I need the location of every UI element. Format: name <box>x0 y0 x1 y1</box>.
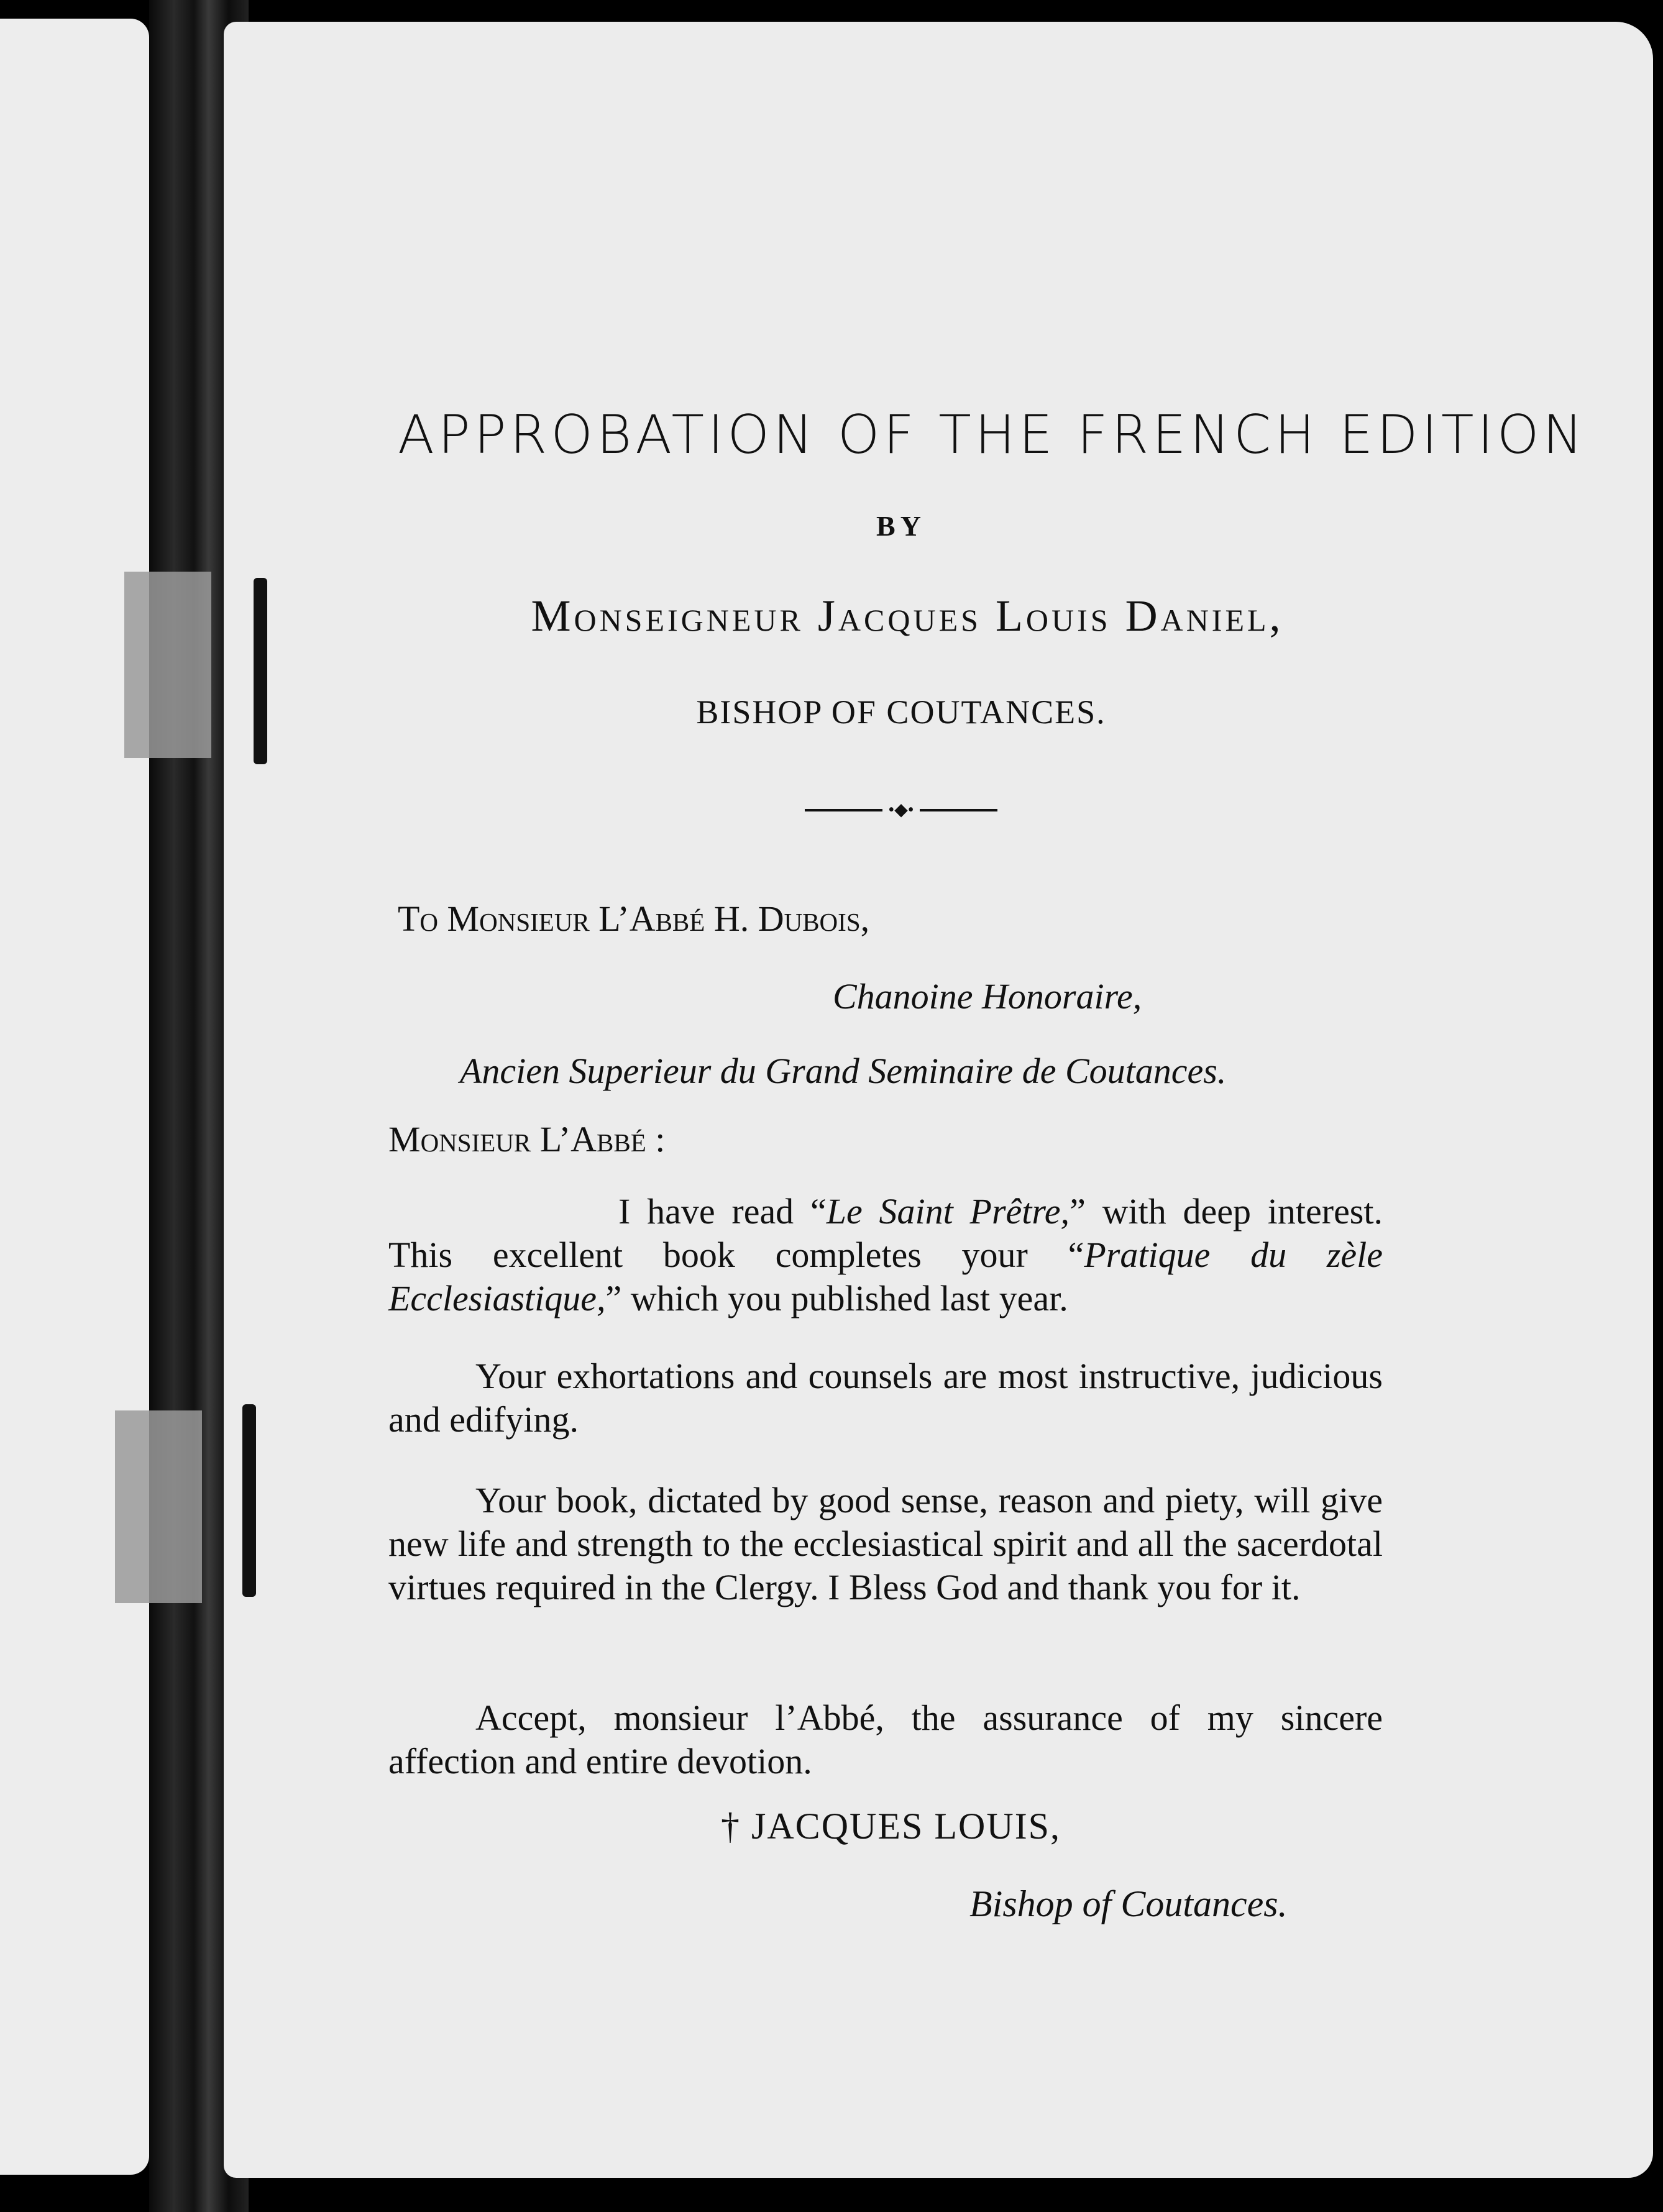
signature-title: Bishop of Coutances. <box>969 1883 1288 1924</box>
paragraph-3: Your book, dictated by good sense, reason and piety, will give new life and strength to the ecclesiastical spirit and all the sacerdotal virtues required in the Clergy. I Bless God and thank you for it. <box>388 1480 1383 1607</box>
author-name: Monseigneur Jacques Louis Daniel, <box>531 591 1284 641</box>
p1-book-title: Le Saint Prêtre, <box>826 1191 1070 1232</box>
recipient-role: Chanoine Honoraire, <box>833 976 1142 1017</box>
salutation: Monsieur L’Abbé : <box>388 1119 666 1159</box>
by-label: BY <box>876 510 926 542</box>
paragraph-4: Accept, monsieur l’Abbé, the assurance of my sincere affection and entire devotion. <box>388 1698 1383 1781</box>
binding-bar-bottom <box>242 1404 256 1597</box>
recipient-line: To Monsieur L’Abbé H. Dubois, <box>398 898 870 939</box>
signature-name: † JACQUES LOUIS, <box>721 1806 1061 1847</box>
author-title: BISHOP OF COUTANCES. <box>696 693 1106 731</box>
p1-book-title-2: Pratique du zèle Ecclesiastique, <box>388 1235 1383 1319</box>
paragraph-1 <box>388 1190 1383 1320</box>
facing-page-edge <box>0 19 149 2175</box>
recipient-former-role: Ancien Superieur du Grand Seminaire de Coutances. <box>460 1051 1227 1091</box>
binding-bar-top <box>254 578 267 764</box>
paragraph-2: Your exhortations and counsels are most instructive, judicious and edifying. <box>388 1356 1383 1440</box>
p1-text-c: ” which you published last year. <box>605 1278 1068 1319</box>
divider-ornament: •◆• <box>882 801 920 820</box>
book-page <box>224 22 1653 2178</box>
page-title: APPROBATION OF THE FRENCH EDITION <box>398 404 1587 466</box>
binding-tape-bottom <box>115 1410 202 1603</box>
binding-tape-top <box>124 572 211 758</box>
p1-text-b: ” with deep interest. This excellent book completes your “ <box>388 1191 1383 1275</box>
p1-text-a: I have read “ <box>618 1191 827 1232</box>
